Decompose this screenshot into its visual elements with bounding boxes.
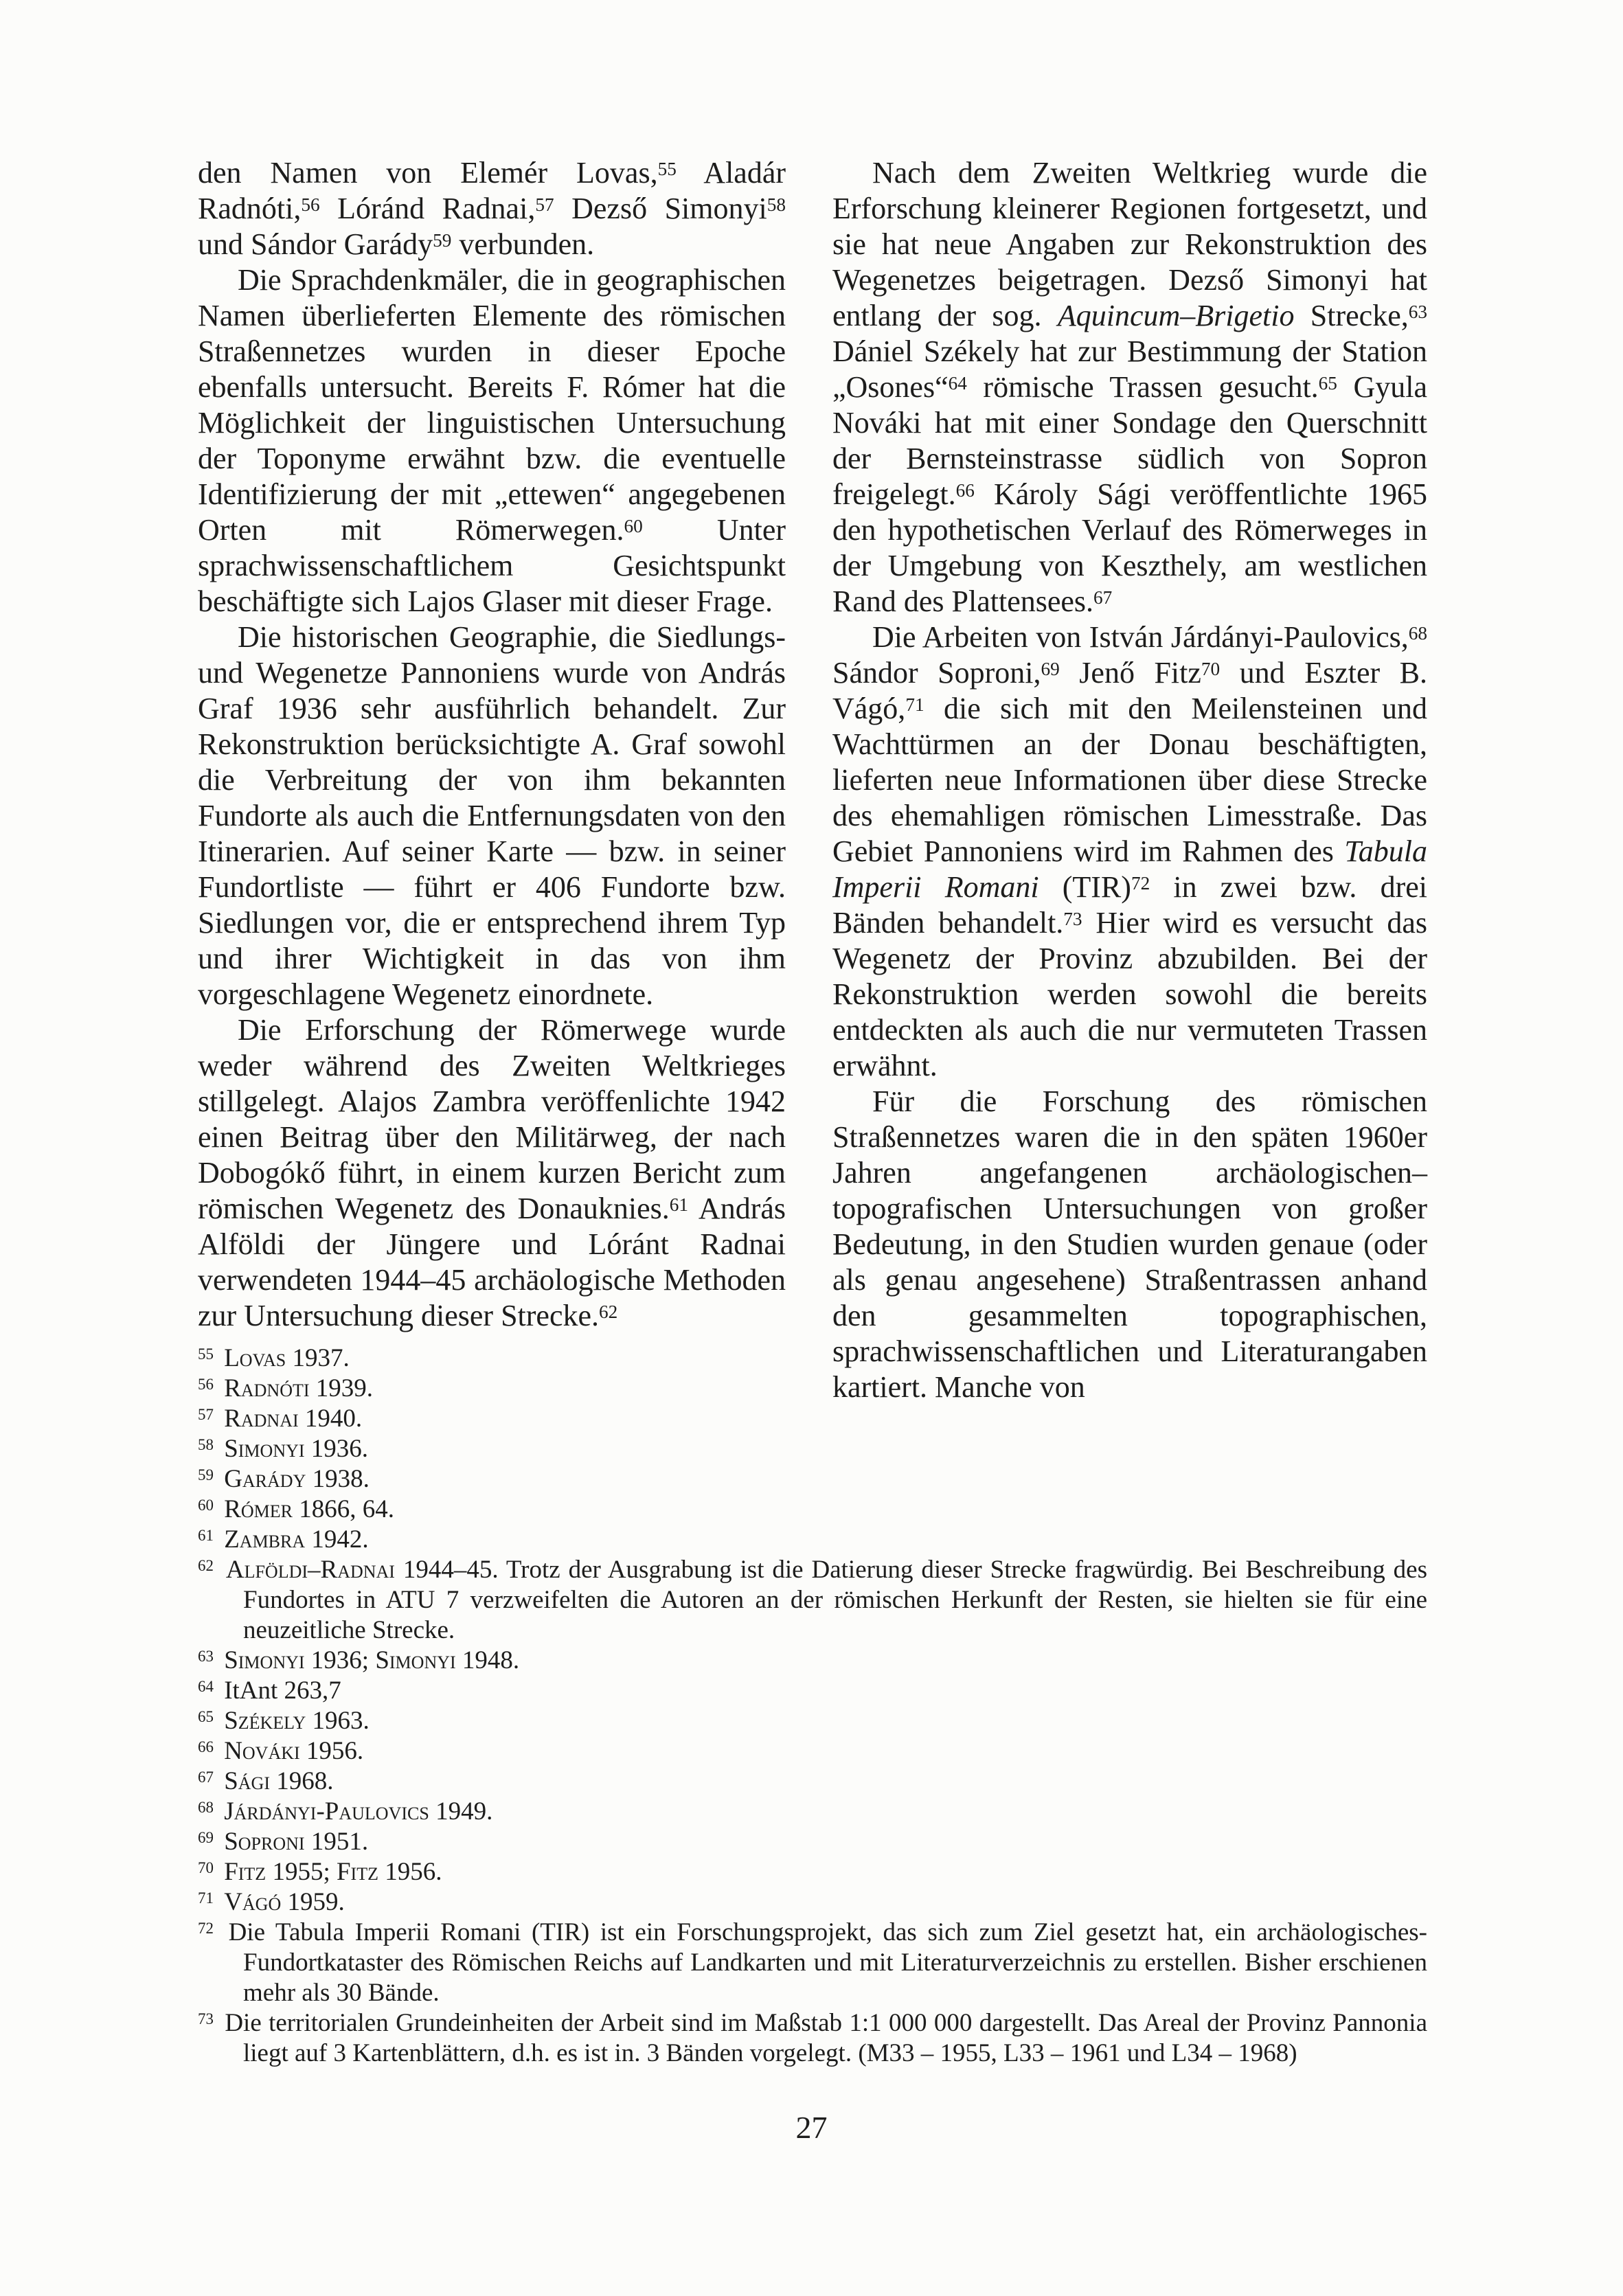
author-name-smallcaps: Soproni	[224, 1828, 305, 1856]
text-run: 1936;	[304, 1646, 376, 1674]
footnote-reference: 58	[767, 194, 786, 215]
footnote-reference: 60	[624, 515, 643, 536]
text-run: Die historischen Geographie, die Siedlungs- und Wegenetze Pannoniens wurde von András Graf 1936 sehr ausführlich behandelt. Zur Rekonstruktion berücksichtigte A. Graf sowohl die Verbreitung der von ihm bekannten Fundorte als auch die Entfernungsdaten von den Itinerarien. Auf seiner Karte — bzw. in seiner Fundortliste — führt er 406 Fundorte bzw. Siedlungen vor, die er entsprechend ihrem Typ und ihrer Wichtigkeit in das von ihm vorgeschlagene Wegenetz einordnete.	[198, 620, 786, 1011]
text-run: 1936.	[304, 1435, 369, 1463]
footnote-reference: 61	[669, 1194, 688, 1215]
footnote-entry	[198, 1464, 1427, 1494]
body-paragraph	[198, 262, 786, 620]
text-run: Strecke,	[1294, 299, 1409, 332]
footnote-entry	[198, 1404, 1427, 1434]
text-run: (TIR)	[1039, 870, 1131, 904]
footnote-number: 67	[198, 1769, 214, 1786]
page-number: 27	[795, 2110, 828, 2145]
author-name-smallcaps: Fitz	[336, 1858, 378, 1886]
text-run: Die Arbeiten von István Járdányi-Paulovics,	[872, 620, 1409, 654]
text-run: 1866, 64.	[292, 1495, 394, 1523]
text-run: András Alföldi der Jüngere und Lóránt Radnai verwendeten 1944–45 archäologische Methoden zur Untersuchung dieser Strecke.	[198, 1192, 786, 1332]
text-run: 1939.	[309, 1374, 374, 1402]
footnote-reference: 70	[1201, 658, 1221, 679]
footnote-entry	[198, 1525, 1427, 1555]
footnote-number: 65	[198, 1708, 214, 1726]
footnote-entry	[198, 1374, 1427, 1404]
text-run: Die Erforschung der Römerwege wurde weder während des Zweiten Weltkrieges stillgelegt. Alajos Zambra veröffenlichte 1942 einen Beitrag über den Militärweg, der nach Dobogókő führt, in einem kurzen Bericht zum römischen Wegenetz des Donauknies.	[198, 1013, 786, 1225]
text-run: und Sándor Garády	[198, 227, 433, 261]
text-run: verbunden.	[451, 227, 595, 261]
text-run: 1959.	[281, 1888, 345, 1916]
footnote-entry	[198, 1434, 1427, 1464]
text-run: 1951.	[304, 1828, 369, 1856]
footnote-reference: 67	[1093, 587, 1113, 608]
text-run: 1956.	[378, 1858, 442, 1886]
author-name-smallcaps: Nováki	[224, 1737, 300, 1765]
author-name-smallcaps: Simonyi	[224, 1435, 305, 1463]
footnote-reference: 68	[1408, 622, 1427, 644]
text-run: Lóránd Radnai,	[319, 192, 536, 225]
footnote-reference: 71	[905, 694, 924, 715]
footnote-reference: 64	[948, 372, 967, 394]
text-run: 1940.	[298, 1405, 363, 1433]
text-run: 1968.	[269, 1767, 334, 1795]
footnote-number: 68	[198, 1799, 214, 1817]
footnote-reference: 55	[657, 158, 677, 179]
text-run: Die territorialen Grundeinheiten der Arbeit sind im Maßstab 1:1 000 000 dargestellt. Das Areal der Provinz Pannonia liegt auf 3 Kartenblättern, d.h. es ist in. 3 Bänden vorgelegt. (M33 – 1955, L33 – 1961 und L34 – 1968)	[225, 2009, 1427, 2067]
footnote-entry	[198, 1676, 1427, 1706]
footnote-number: 69	[198, 1829, 214, 1847]
author-name-smallcaps: Lovas	[224, 1344, 286, 1372]
text-run: Aladár Radnóti,	[198, 156, 786, 225]
author-name-smallcaps: Garády	[224, 1465, 306, 1493]
footnote-entry	[198, 1797, 1427, 1827]
text-run: 1937.	[286, 1344, 350, 1372]
text-run: Für die Forschung des römischen Straßennetzes waren die in den späten 1960er Jahren angefangenen archäologischen–topografischen Untersuchungen von großer Bedeutung, in den Studien wurden genaue (oder als genau angesehene) Straßentrassen anhand den gesammelten topographischen, sprachwissenschaftlichen und Literaturangaben kartiert. Manche von	[832, 1084, 1427, 1404]
footnote-reference: 56	[301, 194, 320, 215]
text-run: Die Tabula Imperii Romani (TIR) ist ein Forschungsprojekt, das sich zum Ziel gesetzt hat, ein archäologisches-Fundortkataster des Römischen Reichs auf Landkarten und mit Literaturverzeichnis zu erstellen. Bisher erschienen mehr als 30 Bände.	[228, 1918, 1427, 2007]
footnote-reference: 73	[1063, 908, 1082, 929]
footnote-number: 64	[198, 1678, 214, 1696]
text-run: Gyula Nováki hat mit einer Sondage den Querschnitt der Bernsteinstrasse südlich von Sopron freigelegt.	[832, 370, 1428, 511]
text-run: 1938.	[306, 1465, 370, 1493]
footnote-entry	[198, 2008, 1427, 2069]
text-run: Die Sprachdenkmäler, die in geographischen Namen überlieferten Elemente des römischen Straßennetzes wurden in dieser Epoche ebenfalls untersucht. Bereits F. Rómer hat die Möglichkeit der linguistischen Untersuchung der Toponyme erwähnt bzw. die eventuelle Identifizierung der mit „ettewen“ angegebenen Orten mit Römerwegen.	[198, 263, 786, 547]
text-run: 1963.	[306, 1707, 370, 1735]
footnote-reference: 62	[599, 1301, 618, 1322]
footnote-number: 59	[198, 1466, 214, 1484]
text-run: 1944–45. Trotz der Ausgrabung ist die Datierung dieser Strecke fragwürdig. Bei Beschreibung des Fundortes in ATU 7 verzweifelten die Autoren an der römischen Herkunft der Resten, sie hielten sie für eine neuzeitliche Strecke.	[243, 1556, 1428, 1644]
italic-term: Aquincum–Brigetio	[1057, 299, 1295, 332]
footnote-entry	[198, 1918, 1427, 2008]
author-name-smallcaps: Fitz	[224, 1858, 266, 1886]
footnote-reference: 63	[1408, 301, 1427, 322]
text-run: Dániel Székely hat zur Bestimmung der Station „Osones“	[832, 334, 1427, 404]
footnote-reference: 57	[535, 194, 554, 215]
author-name-smallcaps: Alföldi–Radnai	[225, 1556, 395, 1584]
text-run: 1949.	[429, 1797, 493, 1826]
footnote-number: 56	[198, 1376, 214, 1394]
text-run: 1956.	[299, 1737, 364, 1765]
footnote-entry	[198, 1343, 1427, 1374]
text-run: 1955;	[266, 1858, 337, 1886]
footnote-number: 57	[198, 1406, 214, 1424]
footnote-reference: 66	[955, 479, 975, 501]
text-run: Károly Sági veröffentlichte 1965 den hypothetischen Verlauf des Römerweges in der Umgebung von Keszthely, am westlichen Rand des Plattensees.	[832, 477, 1427, 618]
italic-term: Tabula Imperii Romani	[832, 834, 1427, 904]
author-name-smallcaps: Székely	[224, 1707, 306, 1735]
footnote-entry	[198, 1555, 1427, 1646]
footnote-entry	[198, 1857, 1427, 1887]
text-run: Dezső Simonyi	[554, 192, 767, 225]
footnote-reference: 69	[1041, 658, 1060, 679]
body-paragraph	[832, 155, 1427, 620]
author-name-smallcaps: Járdányi-Paulovics	[224, 1797, 429, 1826]
body-paragraph	[198, 155, 786, 262]
footnote-number: 70	[198, 1859, 214, 1877]
author-name-smallcaps: Zambra	[224, 1525, 306, 1554]
footnote-entry	[198, 1706, 1427, 1736]
footnote-number: 71	[198, 1889, 214, 1907]
footnote-entry	[198, 1827, 1427, 1857]
text-run: 1948.	[455, 1646, 520, 1674]
footnote-number: 61	[198, 1527, 214, 1545]
footnote-reference: 65	[1318, 372, 1337, 394]
footnote-number: 66	[198, 1738, 214, 1756]
author-name-smallcaps: Simonyi	[375, 1646, 456, 1674]
footnote-entry	[198, 1646, 1427, 1676]
footnote-number: 58	[198, 1436, 214, 1454]
footnote-number: 60	[198, 1497, 214, 1514]
right-text-column	[832, 155, 1427, 1405]
footnote-entry	[198, 1736, 1427, 1766]
text-run: Sándor Soproni,	[832, 656, 1041, 690]
footnote-number: 73	[198, 2010, 214, 2028]
text-run: Jenő Fitz	[1059, 656, 1201, 690]
left-text-column	[198, 155, 786, 1334]
text-run: 1942.	[305, 1525, 369, 1554]
text-run: Nach dem Zweiten Weltkrieg wurde die Erforschung kleinerer Regionen fortgesetzt, und sie hat neue Angaben zur Rekonstruktion des Wegenetzes beigetragen. Dezső Simonyi hat entlang der sog.	[832, 156, 1427, 332]
author-name-smallcaps: Simonyi	[224, 1646, 305, 1674]
footnote-reference: 72	[1131, 872, 1150, 894]
text-run: Unter sprachwissenschaftlichem Gesichtspunkt beschäftigte sich Lajos Glaser mit dieser Frage.	[198, 513, 786, 618]
text-run: römische Trassen gesucht.	[966, 370, 1319, 404]
footnote-number: 55	[198, 1345, 214, 1363]
text-run: den Namen von Elemér Lovas,	[198, 156, 658, 190]
text-run: die sich mit den Meilensteinen und Wachttürmen an der Donau beschäftigten, lieferten neue Informationen über diese Strecke des ehemahligen römischen Limesstraße. Das Gebiet Pannoniens wird im Rahmen des	[832, 692, 1427, 868]
text-run: und Eszter B. Vágó,	[832, 656, 1427, 725]
author-name-smallcaps: Rómer	[224, 1495, 293, 1523]
body-paragraph	[198, 1012, 786, 1334]
body-paragraph	[198, 620, 786, 1012]
footnote-number: 72	[198, 1920, 214, 1937]
author-name-smallcaps: Vágó	[224, 1888, 282, 1916]
text-run: in zwei bzw. drei Bänden behandelt.	[832, 870, 1428, 940]
author-name-smallcaps: Sági	[224, 1767, 270, 1795]
author-name-smallcaps: Radnóti	[224, 1374, 310, 1402]
text-run: ItAnt 263,7	[224, 1676, 341, 1705]
text-run: Hier wird es versucht das Wegenetz der Provinz abzubilden. Bei der Rekonstruktion werden sowohl die bereits entdeckten als auch die nur vermuteten Trassen erwähnt.	[832, 906, 1427, 1082]
footnotes-section	[198, 1343, 1427, 2069]
body-paragraph	[832, 620, 1427, 1084]
footnote-entry	[198, 1766, 1427, 1797]
footnote-number: 62	[198, 1557, 214, 1575]
author-name-smallcaps: Radnai	[224, 1405, 299, 1433]
footnote-number: 63	[198, 1648, 214, 1666]
footnote-reference: 59	[433, 229, 452, 251]
footnote-entry	[198, 1887, 1427, 1918]
footnote-entry	[198, 1494, 1427, 1525]
